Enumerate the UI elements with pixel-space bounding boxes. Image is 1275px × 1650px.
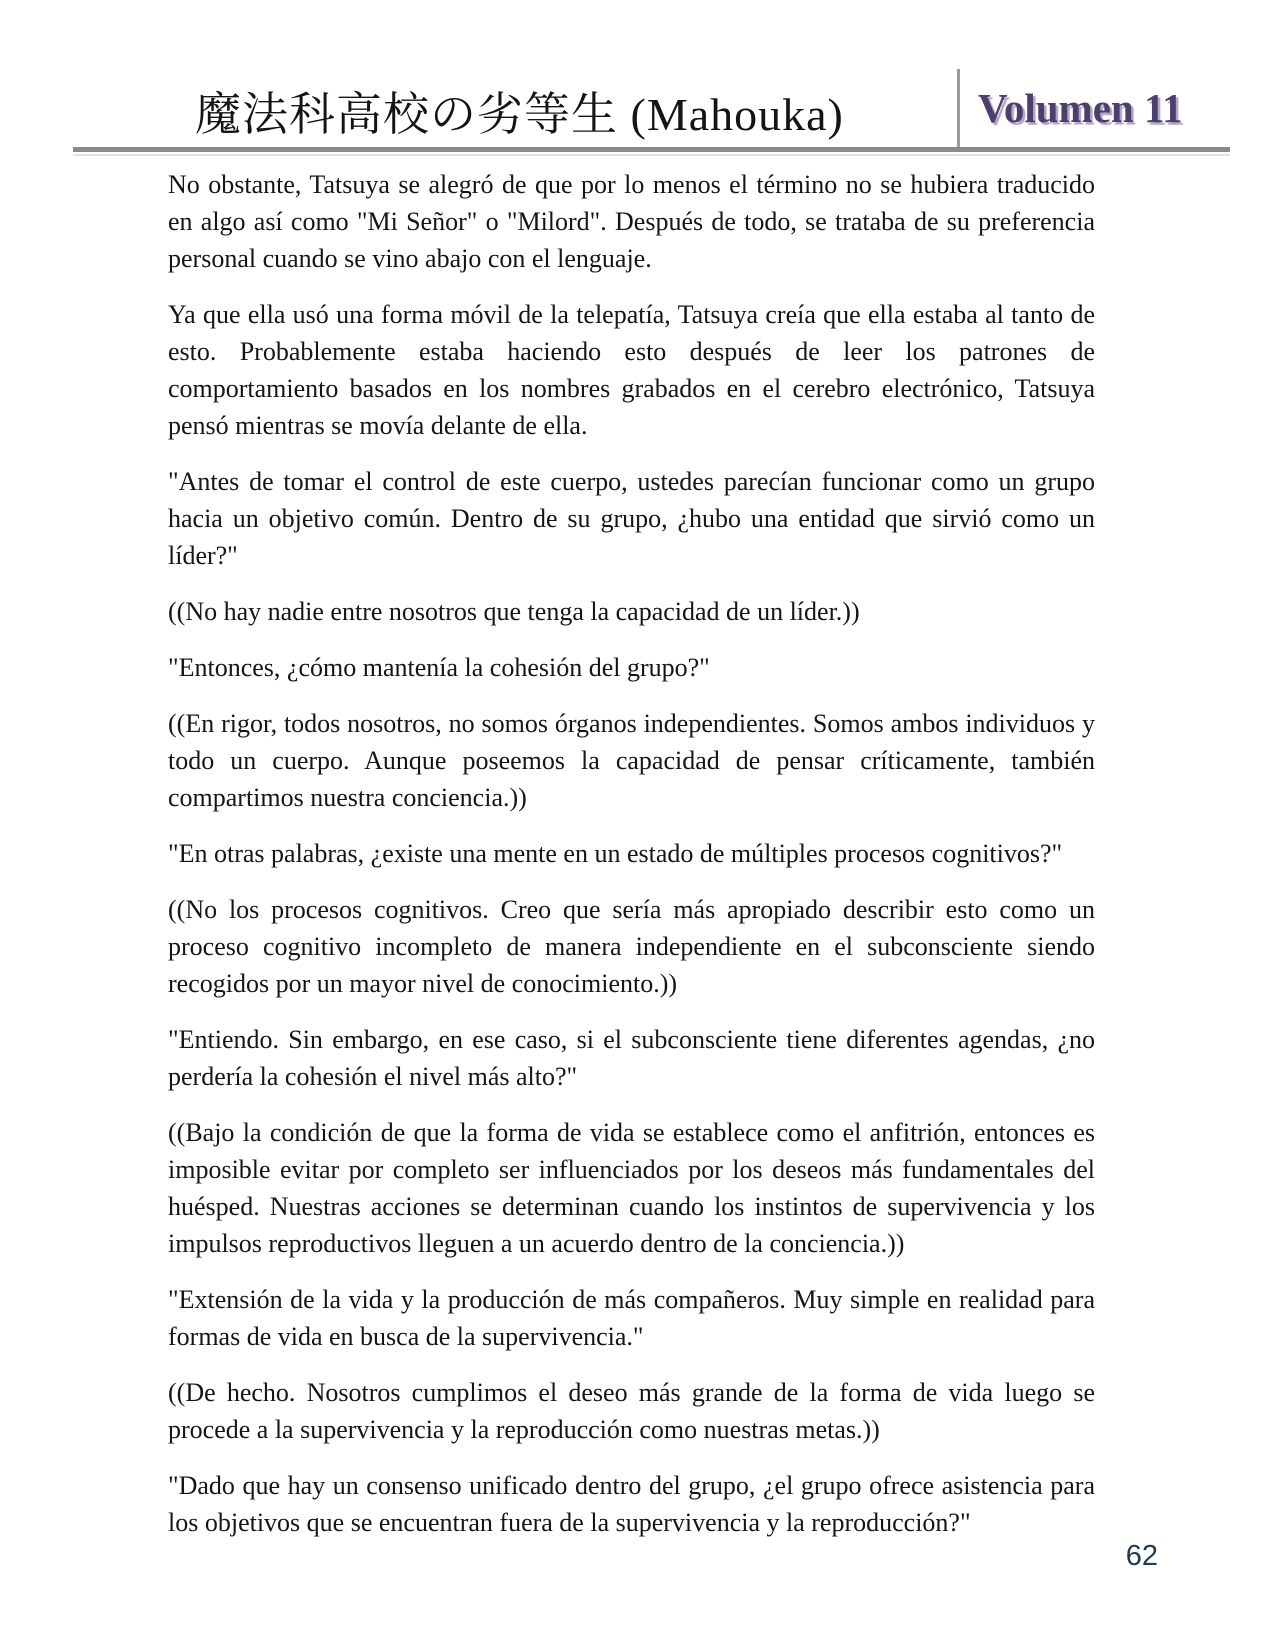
header-vertical-divider	[957, 69, 960, 148]
paragraph: ((No hay nadie entre nosotros que tenga la capacidad de un líder.))	[168, 597, 860, 626]
paragraph: "Entonces, ¿cómo mantenía la cohesión del grupo?"	[168, 653, 710, 682]
header-rule	[73, 147, 1230, 152]
paragraph: ((Bajo la condición de que la forma de vida se establece como el anfitrión, entonces es imposible evitar por completo ser influenciados por los deseos más fundamentales del huésped. Nuestras acciones se determinan cuando los instintos de supervivencia y los impulsos reproductivos lleguen a un acuerdo dentro de la conciencia.))	[168, 1118, 1095, 1258]
page-number: 62	[1125, 1540, 1158, 1572]
paragraph: "Antes de tomar el control de este cuerpo, ustedes parecían funcionar como un grupo hacia un objetivo común. Dentro de su grupo, ¿hubo una entidad que sirvió como un líder?"	[168, 467, 1095, 570]
paragraph: ((No los procesos cognitivos. Creo que sería más apropiado describir esto como un proceso cognitivo incompleto de manera independiente en el subconsciente siendo recogidos por un mayor nivel de conocimiento.))	[168, 895, 1095, 998]
paragraph: No obstante, Tatsuya se alegró de que por lo menos el término no se hubiera traducido en algo así como "Mi Señor" o "Milord". Después de todo, se trataba de su preferencia personal cuando se vino abajo con el lenguaje.	[168, 170, 1095, 273]
paragraph: "Entiendo. Sin embargo, en ese caso, si el subconsciente tiene diferentes agendas, ¿no perdería la cohesión el nivel más alto?"	[168, 1025, 1095, 1091]
paragraph: Ya que ella usó una forma móvil de la telepatía, Tatsuya creía que ella estaba al tanto de esto. Probablemente estaba haciendo esto después de leer los patrones de comportamiento basados en los nombres grabados en el cerebro electrónico, Tatsuya pensó mientras se movía delante de ella.	[168, 300, 1095, 440]
paragraph: ((De hecho. Nosotros cumplimos el deseo más grande de la forma de vida luego se procede a la supervivencia y la reproducción como nuestras metas.))	[168, 1378, 1095, 1444]
paragraph: "Extensión de la vida y la producción de más compañeros. Muy simple en realidad para formas de vida en busca de la supervivencia."	[168, 1285, 1095, 1351]
book-title: 魔法科高校の劣等生 (Mahouka)	[195, 89, 844, 140]
paragraph: "En otras palabras, ¿existe una mente en un estado de múltiples procesos cognitivos?"	[168, 839, 1063, 868]
paragraph: ((En rigor, todos nosotros, no somos órganos independientes. Somos ambos individuos y todo un cuerpo. Aunque poseemos la capacidad de pensar críticamente, también compartimos nuestra conciencia.))	[168, 709, 1095, 812]
paragraph: "Dado que hay un consenso unificado dentro del grupo, ¿el grupo ofrece asistencia para los objetivos que se encuentran fuera de la supervivencia y la reproducción?"	[168, 1471, 1095, 1537]
document-body	[168, 166, 1095, 1560]
volume-label: Volumen 11	[978, 85, 1183, 131]
